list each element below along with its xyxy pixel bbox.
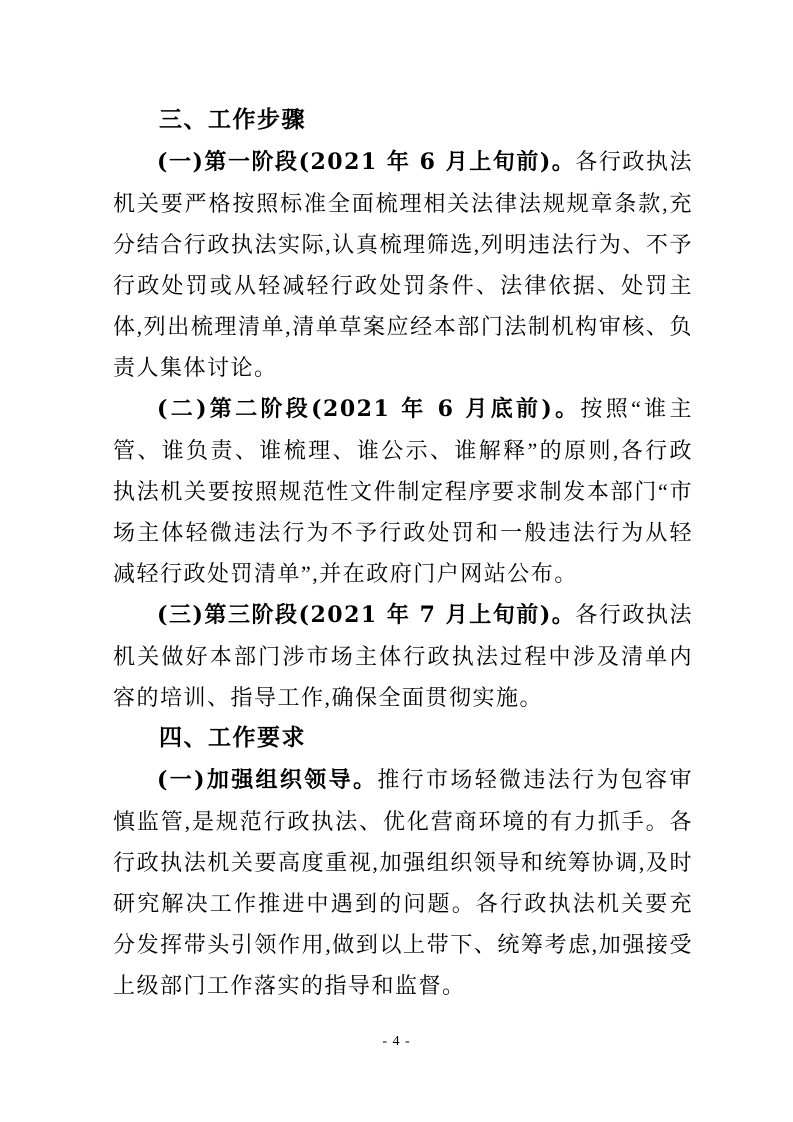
paragraph-lead-stage-one: (一)第一阶段(2021 年 6 月上旬前)。: [157, 149, 576, 175]
paragraph-lead-stage-two: (二)第二阶段(2021 年 6 月底前)。: [157, 396, 581, 422]
paragraph-body-stage-two: 按照“谁主管、谁负责、谁梳理、谁公示、谁解释”的原则,各行政执法机关要按照规范性文件制定程序要求制发本部门“市场主体轻微违法行为不予行政处罚和一般违法行为从轻减轻行政处罚清单”,并在政府门户网站公布。: [113, 396, 694, 586]
paragraph-body-stage-three: 各行政执法机关做好本部门涉市场主体行政执法过程中涉及清单内容的培训、指导工作,确保全面贯彻实施。: [113, 602, 693, 710]
paragraph-stage-three: [113, 594, 693, 718]
section-heading-work-steps: 三、工作步骤: [159, 107, 306, 133]
paragraph-lead-stage-three: (三)第三阶段(2021 年 7 月上旬前)。: [157, 602, 576, 628]
paragraph-stage-two: [113, 388, 693, 594]
section-heading-work-requirements: 四、工作要求: [159, 725, 306, 751]
paragraph-lead-strengthen-leadership: (一)加强组织领导。: [157, 767, 378, 793]
paragraph-strengthen-leadership: [113, 759, 693, 1006]
paragraph-body-strengthen-leadership: 推行市场轻微违法行为包容审慎监管,是规范行政执法、优化营商环境的有力抓手。各行政执法机关要高度重视,加强组织领导和统筹协调,及时研究解决工作推进中遇到的问题。各行政执法机关要充分发挥带头引领作用,做到以上带下、统筹考虑,加强接受上级部门工作落实的指导和监督。: [113, 767, 693, 998]
paragraph-body-stage-one: 各行政执法机关要严格按照标准全面梳理相关法律法规规章条款,充分结合行政执法实际,认真梳理筛选,列明违法行为、不予行政处罚或从轻减轻行政处罚条件、法律依据、处罚主体,列出梳理清单,清单草案应经本部门法制机构审核、负责人集体讨论。: [113, 149, 693, 380]
document-content: [113, 100, 693, 1006]
page-number: - 4 -: [382, 1034, 411, 1049]
paragraph-stage-one: [113, 141, 693, 388]
